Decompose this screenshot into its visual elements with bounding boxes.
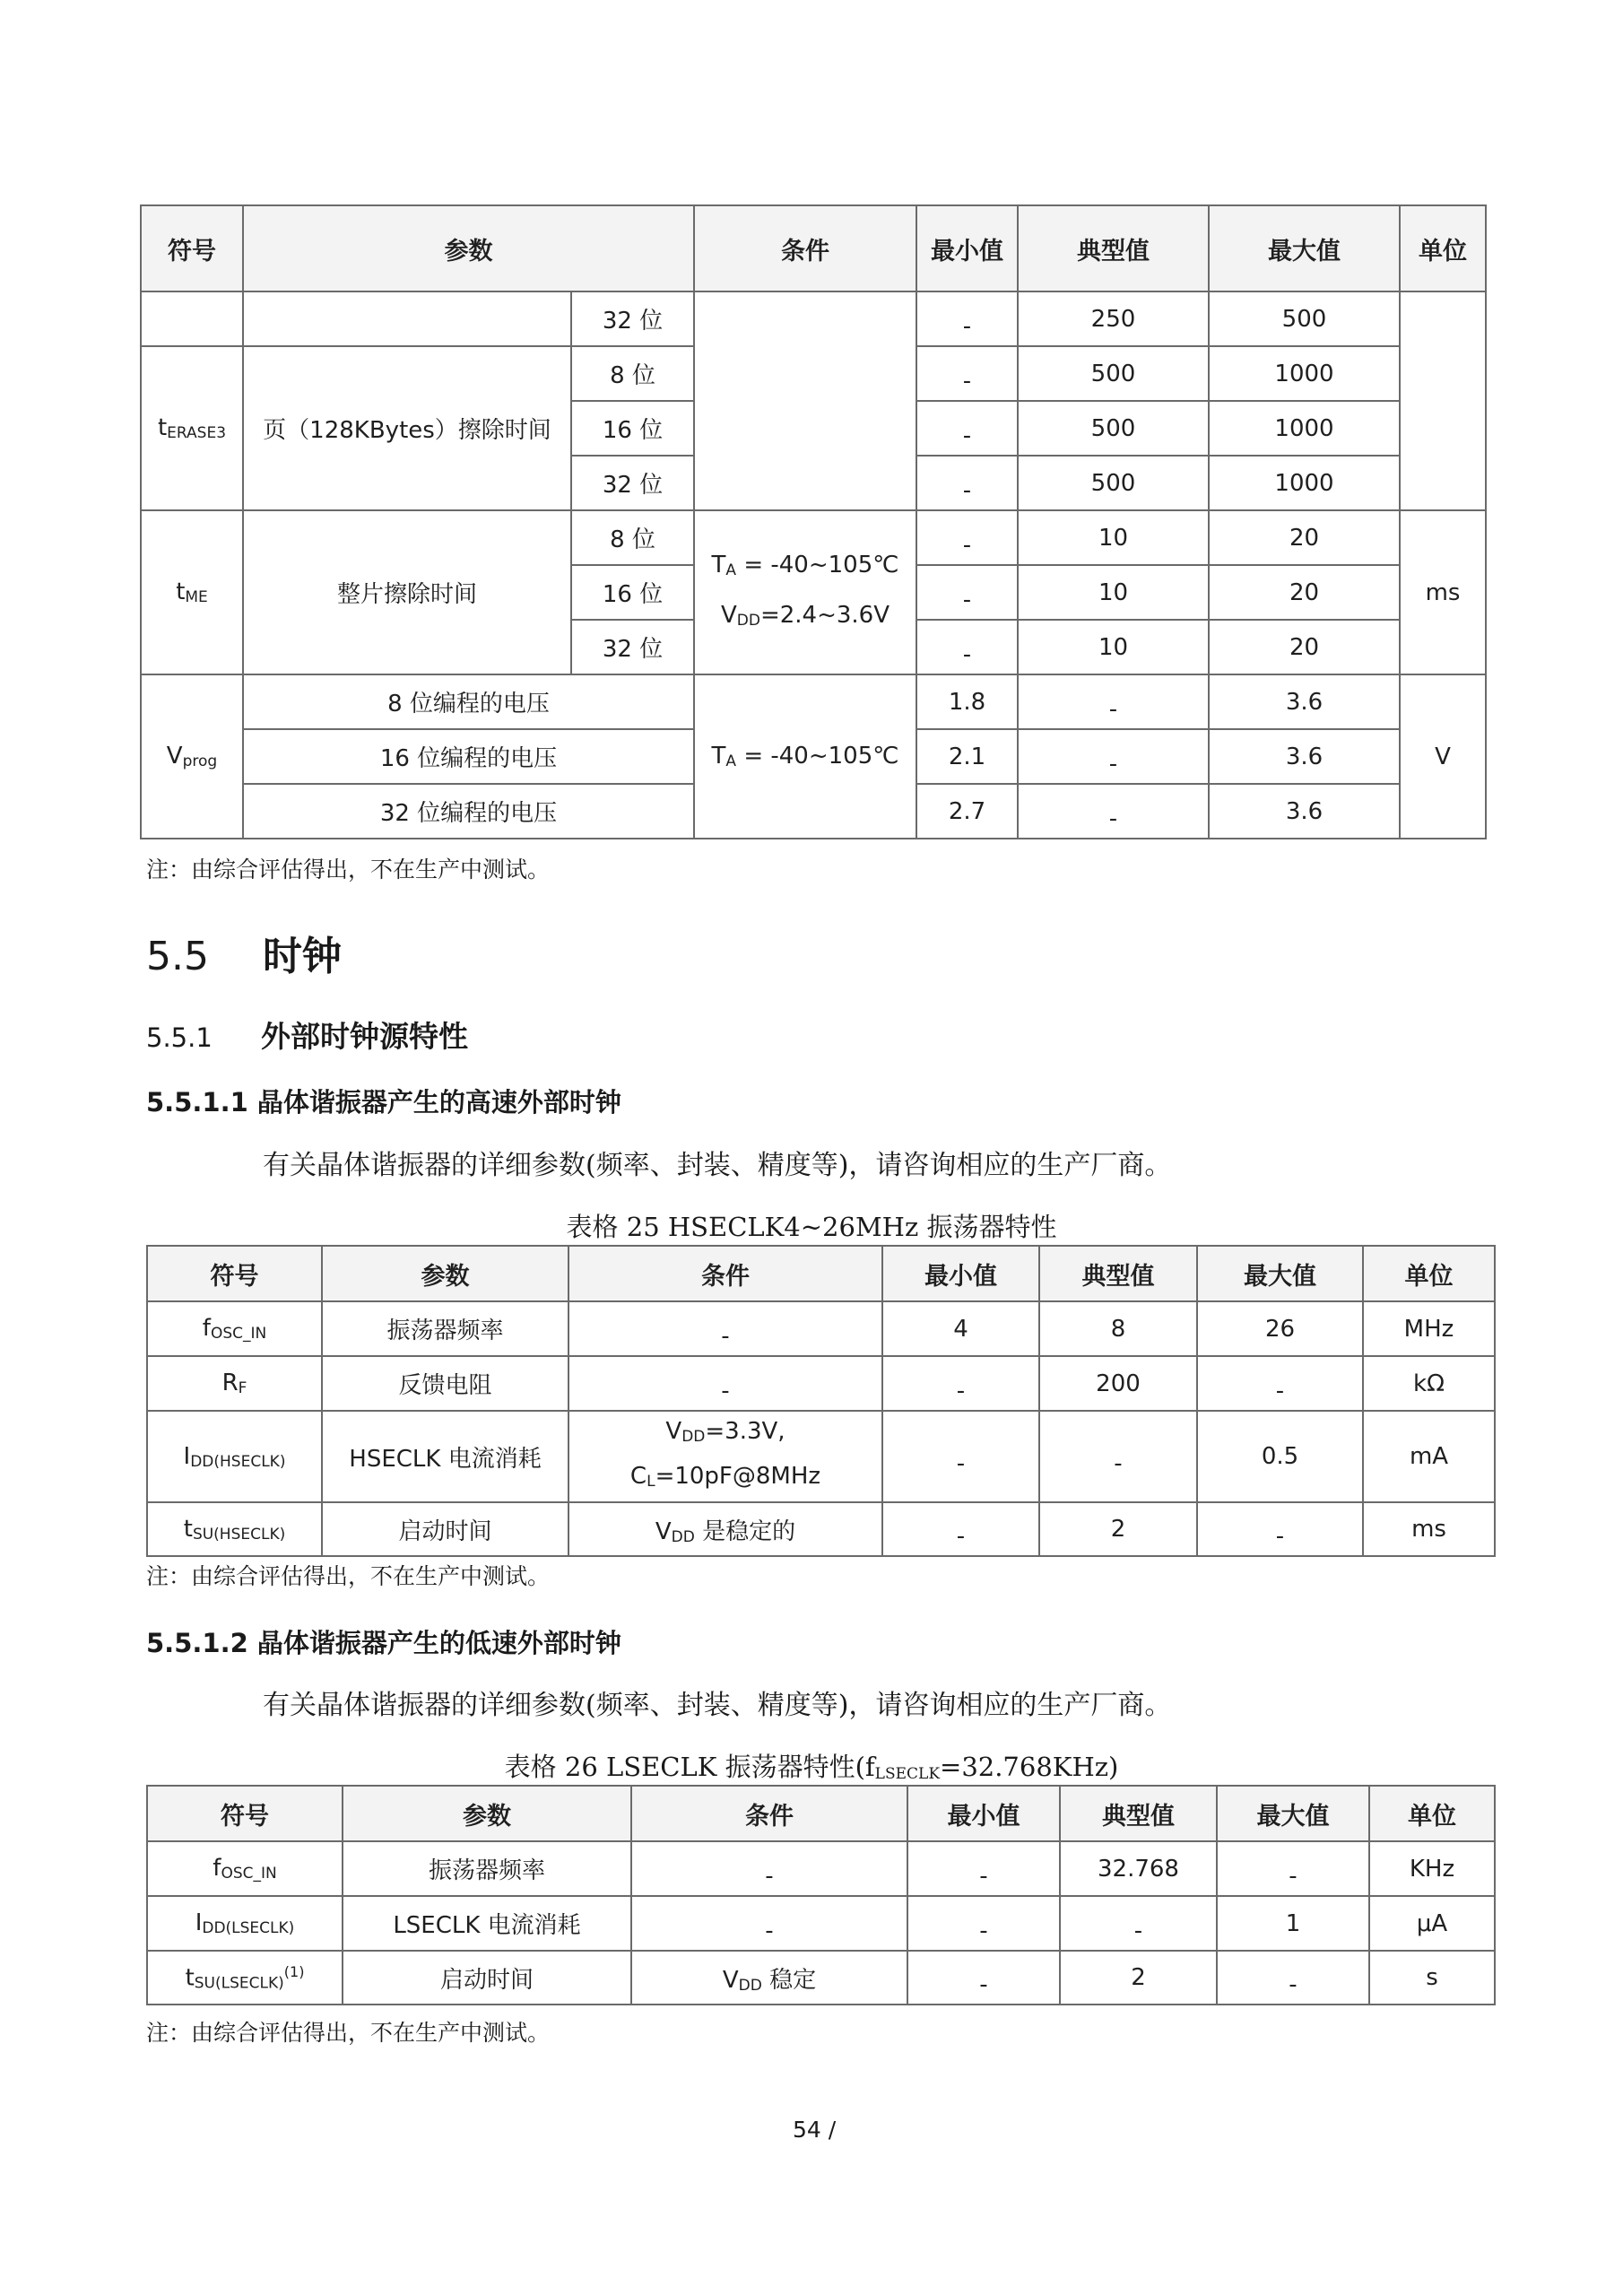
header-unit: 单位 bbox=[1400, 205, 1486, 291]
lse-max: - bbox=[1217, 1841, 1369, 1896]
lse-typ: - bbox=[1060, 1896, 1217, 1951]
param-vprog: 8 位编程的电压 bbox=[243, 674, 694, 729]
subsection-heading bbox=[146, 1013, 468, 1056]
hse-min: - bbox=[882, 1356, 1039, 1411]
hse-symbol: $f_{OSC\_IN}$ bbox=[147, 1301, 322, 1356]
hse-unit: MHz bbox=[1363, 1301, 1495, 1356]
hse-typ: - bbox=[1039, 1411, 1197, 1502]
lse-symbol: $I_{DD(LSECLK)}$ bbox=[147, 1896, 343, 1951]
lse-symbol: $f_{OSC\_IN}$ bbox=[147, 1841, 343, 1896]
cell-max: 3.6 bbox=[1209, 729, 1400, 784]
cell-max: 1000 bbox=[1209, 401, 1400, 456]
lse-typ: 2 bbox=[1060, 1951, 1217, 2005]
cell-max: 20 bbox=[1209, 510, 1400, 565]
hse-header-unit: 单位 bbox=[1363, 1246, 1495, 1301]
cell-width: 32 位 bbox=[571, 291, 694, 346]
lse-min: - bbox=[907, 1896, 1060, 1951]
subsection-title: 外部时钟源特性 bbox=[261, 1019, 468, 1054]
cell-width: 32 位 bbox=[571, 456, 694, 510]
lse-unit: s bbox=[1369, 1951, 1495, 2005]
cell-max: 20 bbox=[1209, 565, 1400, 620]
hse-typ: 8 bbox=[1039, 1301, 1197, 1356]
lse-paragraph: 有关晶体谐振器的详细参数(频率、封装、精度等)，请咨询相应的生产厂商。 bbox=[263, 1690, 1172, 1721]
lse-header-unit: 单位 bbox=[1369, 1786, 1495, 1841]
param-terase3: 页（128KBytes）擦除时间 bbox=[243, 346, 571, 510]
header-cond: 条件 bbox=[694, 205, 916, 291]
cell-width: 8 位 bbox=[571, 510, 694, 565]
cell-typ: 10 bbox=[1018, 565, 1209, 620]
cell-width: 32 位 bbox=[571, 620, 694, 674]
lse-min: - bbox=[907, 1951, 1060, 2005]
hse-symbol: $R_F$ bbox=[147, 1356, 322, 1411]
hse-unit: ms bbox=[1363, 1502, 1495, 1556]
cell-cond-empty bbox=[694, 291, 916, 510]
subsection-number: 5.5.1 bbox=[146, 1022, 213, 1053]
hse-param: 启动时间 bbox=[322, 1502, 568, 1556]
cond-tme bbox=[694, 510, 916, 674]
cell-typ: 10 bbox=[1018, 620, 1209, 674]
lse-param: 启动时间 bbox=[343, 1951, 631, 2005]
cond-vprog: $T_A$ = -40~105℃ bbox=[694, 674, 916, 839]
hse-symbol: $t_{SU(HSECLK)}$ bbox=[147, 1502, 322, 1556]
hse-cond: $V_{DD}$ 是稳定的 bbox=[568, 1502, 882, 1556]
cell-min: - bbox=[916, 456, 1018, 510]
hse-typ: 200 bbox=[1039, 1356, 1197, 1411]
lse-header-symbol: 符号 bbox=[147, 1786, 343, 1841]
lse-max: - bbox=[1217, 1951, 1369, 2005]
lse-note: 注：由综合评估得出，不在生产中测试。 bbox=[146, 2020, 551, 2046]
cond-tme-line1: $T_A$ = -40~105℃ bbox=[711, 551, 899, 579]
cell-empty-symbol bbox=[141, 291, 243, 346]
hse-min: - bbox=[882, 1502, 1039, 1556]
lse-header-max: 最大值 bbox=[1217, 1786, 1369, 1841]
lse-min: - bbox=[907, 1841, 1060, 1896]
section-title: 时钟 bbox=[263, 934, 342, 979]
hse-paragraph: 有关晶体谐振器的详细参数(频率、封装、精度等)，请咨询相应的生产厂商。 bbox=[263, 1150, 1172, 1181]
section-number: 5.5 bbox=[146, 934, 209, 979]
lse-param: 振荡器频率 bbox=[343, 1841, 631, 1896]
lse-cond: - bbox=[631, 1841, 907, 1896]
cell-min: 2.7 bbox=[916, 784, 1018, 839]
hse-min: - bbox=[882, 1411, 1039, 1502]
cell-max: 3.6 bbox=[1209, 674, 1400, 729]
hse-unit: kΩ bbox=[1363, 1356, 1495, 1411]
lse-cond: $V_{DD}$ 稳定 bbox=[631, 1951, 907, 2005]
hse-symbol: $I_{DD(HSECLK)}$ bbox=[147, 1411, 322, 1502]
hse-cond bbox=[568, 1411, 882, 1502]
cell-min: 2.1 bbox=[916, 729, 1018, 784]
cell-typ: - bbox=[1018, 784, 1209, 839]
hse-note: 注：由综合评估得出，不在生产中测试。 bbox=[146, 1563, 551, 1589]
hse-param: HSECLK 电流消耗 bbox=[322, 1411, 568, 1502]
cell-typ: - bbox=[1018, 674, 1209, 729]
param-vprog: 16 位编程的电压 bbox=[243, 729, 694, 784]
hse-typ: 2 bbox=[1039, 1502, 1197, 1556]
lse-typ: 32.768 bbox=[1060, 1841, 1217, 1896]
hse-max: 26 bbox=[1197, 1301, 1363, 1356]
cell-min: - bbox=[916, 291, 1018, 346]
unit-tme: ms bbox=[1400, 510, 1486, 674]
cell-max: 1000 bbox=[1209, 346, 1400, 401]
cell-width: 16 位 bbox=[571, 401, 694, 456]
lse-cond: - bbox=[631, 1896, 907, 1951]
param-tme: 整片擦除时间 bbox=[243, 510, 571, 674]
hse-heading: 5.5.1.1 晶体谐振器产生的高速外部时钟 bbox=[146, 1087, 621, 1118]
cell-width: 8 位 bbox=[571, 346, 694, 401]
hse-cond-line1: $V_{DD}=3.3V$, bbox=[665, 1418, 785, 1446]
hse-max: - bbox=[1197, 1502, 1363, 1556]
lse-max: 1 bbox=[1217, 1896, 1369, 1951]
flash-characteristics-table bbox=[140, 204, 1487, 839]
header-typ: 典型值 bbox=[1018, 205, 1209, 291]
hse-unit: mA bbox=[1363, 1411, 1495, 1502]
page-number: 54 / bbox=[793, 2117, 837, 2143]
cell-typ: 250 bbox=[1018, 291, 1209, 346]
table24-note: 注：由综合评估得出，不在生产中测试。 bbox=[146, 857, 551, 883]
hse-cond-line2: $C_L=10pF@8MHz$ bbox=[629, 1463, 821, 1491]
lse-header-min: 最小值 bbox=[907, 1786, 1060, 1841]
cell-empty-param bbox=[243, 291, 571, 346]
lse-caption: 表格 26 LSECLK 振荡器特性$(f_{LSECLK}=32.768KHz)$ bbox=[504, 1752, 1119, 1783]
lse-table bbox=[146, 1785, 1496, 2005]
header-param: 参数 bbox=[243, 205, 694, 291]
cell-typ: - bbox=[1018, 729, 1209, 784]
lse-header-param: 参数 bbox=[343, 1786, 631, 1841]
cell-width: 16 位 bbox=[571, 565, 694, 620]
hse-header-cond: 条件 bbox=[568, 1246, 882, 1301]
symbol-vprog: $V_{prog}$ bbox=[141, 674, 243, 839]
cell-max: 500 bbox=[1209, 291, 1400, 346]
hse-header-param: 参数 bbox=[322, 1246, 568, 1301]
hse-cond: - bbox=[568, 1301, 882, 1356]
symbol-tme: $t_{ME}$ bbox=[141, 510, 243, 674]
lse-param: LSECLK 电流消耗 bbox=[343, 1896, 631, 1951]
cell-typ: 500 bbox=[1018, 456, 1209, 510]
cell-min: - bbox=[916, 346, 1018, 401]
header-min: 最小值 bbox=[916, 205, 1018, 291]
cell-max: 3.6 bbox=[1209, 784, 1400, 839]
cell-unit-empty bbox=[1400, 291, 1486, 510]
hse-header-symbol: 符号 bbox=[147, 1246, 322, 1301]
cell-typ: 10 bbox=[1018, 510, 1209, 565]
hse-max: - bbox=[1197, 1356, 1363, 1411]
cell-max: 1000 bbox=[1209, 456, 1400, 510]
cell-min: - bbox=[916, 620, 1018, 674]
hse-table bbox=[146, 1245, 1496, 1557]
hse-param: 振荡器频率 bbox=[322, 1301, 568, 1356]
cell-min: - bbox=[916, 510, 1018, 565]
hse-cond: - bbox=[568, 1356, 882, 1411]
cell-min: - bbox=[916, 401, 1018, 456]
cell-max: 20 bbox=[1209, 620, 1400, 674]
lse-symbol: $t_{SU(LSECLK)}^{(1)}$ bbox=[147, 1951, 343, 2005]
header-max: 最大值 bbox=[1209, 205, 1400, 291]
cond-tme-line2: $V_{DD}=2.4\sim 3.6V$ bbox=[720, 601, 890, 630]
hse-header-min: 最小值 bbox=[882, 1246, 1039, 1301]
cell-min: 1.8 bbox=[916, 674, 1018, 729]
lse-unit: μA bbox=[1369, 1896, 1495, 1951]
cell-typ: 500 bbox=[1018, 346, 1209, 401]
hse-header-max: 最大值 bbox=[1197, 1246, 1363, 1301]
hse-caption: 表格 25 HSECLK4~26MHz 振荡器特性 bbox=[566, 1212, 1057, 1242]
header-symbol: 符号 bbox=[141, 205, 243, 291]
param-vprog: 32 位编程的电压 bbox=[243, 784, 694, 839]
cell-typ: 500 bbox=[1018, 401, 1209, 456]
section-heading bbox=[146, 924, 342, 981]
symbol-terase3: $t_{ERASE3}$ bbox=[141, 346, 243, 510]
hse-min: 4 bbox=[882, 1301, 1039, 1356]
lse-header-cond: 条件 bbox=[631, 1786, 907, 1841]
hse-param: 反馈电阻 bbox=[322, 1356, 568, 1411]
hse-max: 0.5 bbox=[1197, 1411, 1363, 1502]
hse-header-typ: 典型值 bbox=[1039, 1246, 1197, 1301]
lse-unit: KHz bbox=[1369, 1841, 1495, 1896]
unit-vprog: V bbox=[1400, 674, 1486, 839]
cell-min: - bbox=[916, 565, 1018, 620]
lse-header-typ: 典型值 bbox=[1060, 1786, 1217, 1841]
lse-heading: 5.5.1.2 晶体谐振器产生的低速外部时钟 bbox=[146, 1628, 621, 1658]
